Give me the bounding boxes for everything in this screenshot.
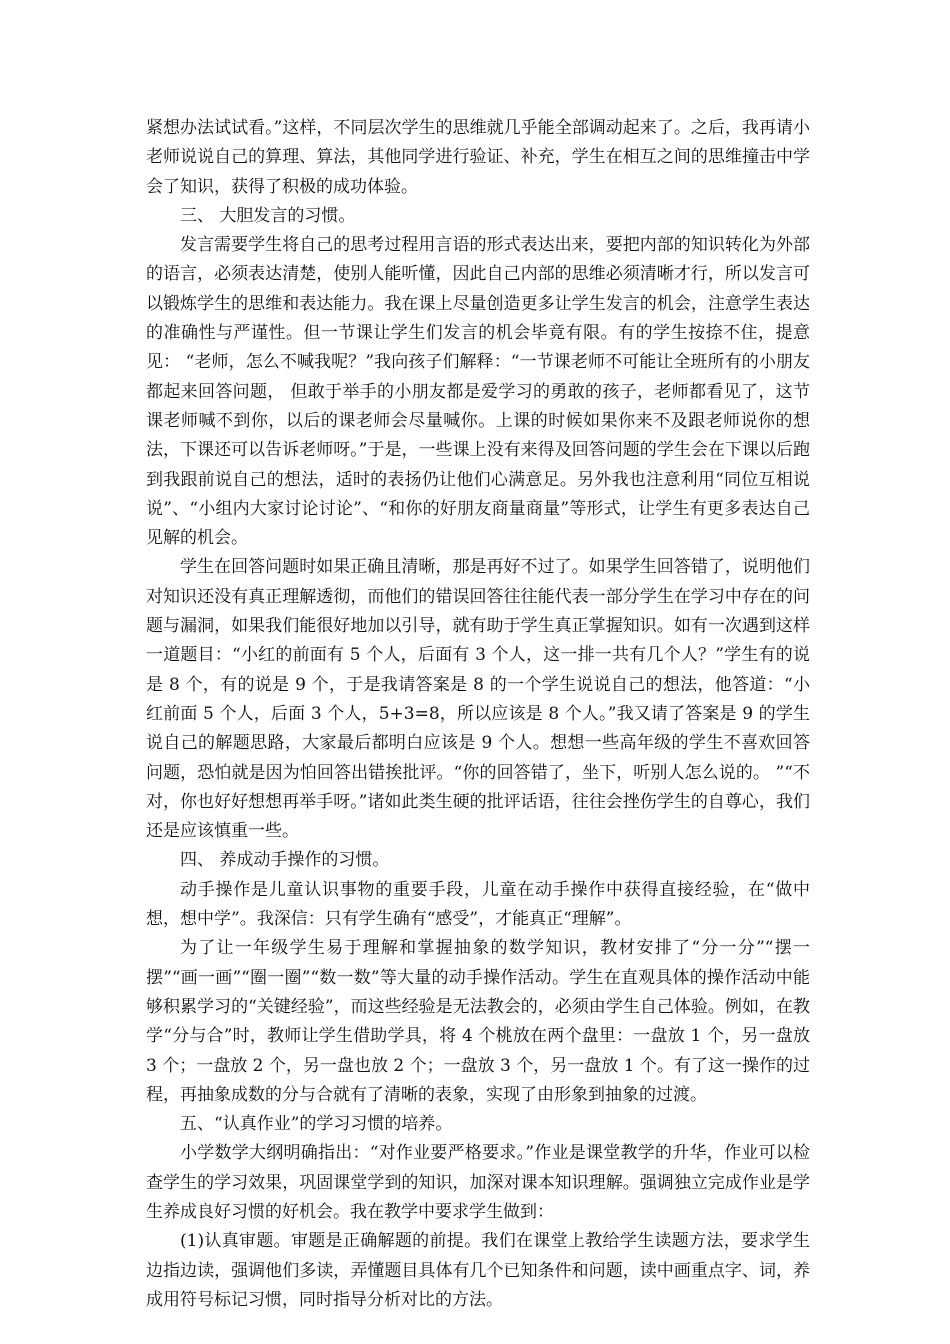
paragraph: 小学数学大纲明确指出：“对作业要严格要求。”作业是课堂教学的升华，作业可以检查学生的学习效果，巩固课堂学到的知识，加深对课本知识理解。强调独立完成作业是学生养成良好习惯的好机会。我在教学中要求学生做到： (146, 1143, 810, 1222)
paragraph-continuation: 紧想办法试试看。”这样，不同层次学生的思维就几乎能全部调动起来了。之后，我再请小老师说说自己的算理、算法，其他同学进行验证、补充，学生在相互之间的思维撞击中学会了知识，获得了积极的成功体验。 (146, 118, 810, 197)
section-heading-3: 三、 大胆发言的习惯。 (180, 205, 356, 226)
document-body (146, 114, 810, 1315)
paragraph: 发言需要学生将自己的思考过程用言语的形式表达出来，要把内部的知识转化为外部的语言，必须表达清楚，使别人能听懂，因此自己内部的思维必须清晰才行，所以发言可以锻炼学生的思维和表达能力。我在课上尽量创造更多让学生发言的机会，注意学生表达的准确性与严谨性。但一节课让学生们发言的机会毕竟有限。有的学生按捺不住，提意见： “老师，怎么不喊我呢？”我向孩子们解释：“一节课老师不可能让全班所有的小朋友都起来回答问题， 但敢于举手的小朋友都是爱学习的勇敢的孩子，老师都看见了，这节课老师喊不到你，以后的课老师会尽量喊你。上课的时候如果你来不及跟老师说你的想法，下课还可以告诉老师呀。”于是，一些课上没有来得及回答问题的学生会在下课以后跑到我跟前说自己的想法，适时的表扬仍让他们心满意足。另外我也注意利用“同位互相说说”、“小组内大家讨论讨论”、“和你的好朋友商量商量”等形式，让学生有更多表达自己见解的机会。 (146, 235, 810, 549)
paragraph: 为了让一年级学生易于理解和掌握抽象的数学知识，教材安排了“分一分”“摆一摆”“画一画”“圈一圈”“数一数”等大量的动手操作活动。学生在直观具体的操作活动中能够积累学习的“关键经验”，而这些经验是无法教会的，必须由学生自己体验。例如，在教学“分与合”时，教师让学生借助学具，将 4 个桃放在两个盘里：一盘放 1 个，另一盘放 3 个；一盘放 2 个，另一盘也放 2 个；一盘放 3 个，另一盘放 1 个。有了这一操作的过程，再抽象成数的分与合就有了清晰的表象，实现了由形象到抽象的过渡。 (146, 938, 810, 1105)
paragraph: 动手操作是儿童认识事物的重要手段，儿童在动手操作中获得直接经验，在“做中想，想中学”。我深信：只有学生确有“感受”，才能真正“理解”。 (146, 879, 810, 930)
section-heading-4: 四、 养成动手操作的习惯。 (180, 850, 390, 871)
paragraph: 学生在回答问题时如果正确且清晰，那是再好不过了。如果学生回答错了，说明他们对知识还没有真正理解透彻，而他们的错误回答往往能代表一部分学生在学习中存在的问题与漏洞，如果我们能很好地加以引导，就有助于学生真正掌握知识。如有一次遇到这样一道题目：“小红的前面有 5 个人，后面有 3 个人，这一排一共有几个人？”学生有的说是 8 个，有的说是 9 个，于是我请答案是 8 的一个学生说说自己的想法，他答道：“小红前面 5 个人，后面 3 个人，5+3=8，所以应该是 8 个人。”我又请了答案是 9 的学生说自己的解题思路，大家最后都明白应该是 9 个人。想想一些高年级的学生不喜欢回答问题，恐怕就是因为怕回答出错挨批评。“你的回答错了，坐下，听别人怎么说的。 ”“不对，你也好好想想再举手呀。”诸如此类生硬的批评话语，往往会挫伤学生的自尊心，我们还是应该慎重一些。 (146, 557, 810, 842)
paragraph: (1)认真审题。审题是正确解题的前提。我们在课堂上教给学生读题方法，要求学生边指边读，强调他们多读，弄懂题目具体有几个已知条件和问题，读中画重点字、词，养成用符号标记习惯，同时指导分析对比的方法。 (146, 1231, 810, 1310)
section-heading-5: 五、“认真作业”的学习习惯的培养。 (180, 1114, 453, 1135)
